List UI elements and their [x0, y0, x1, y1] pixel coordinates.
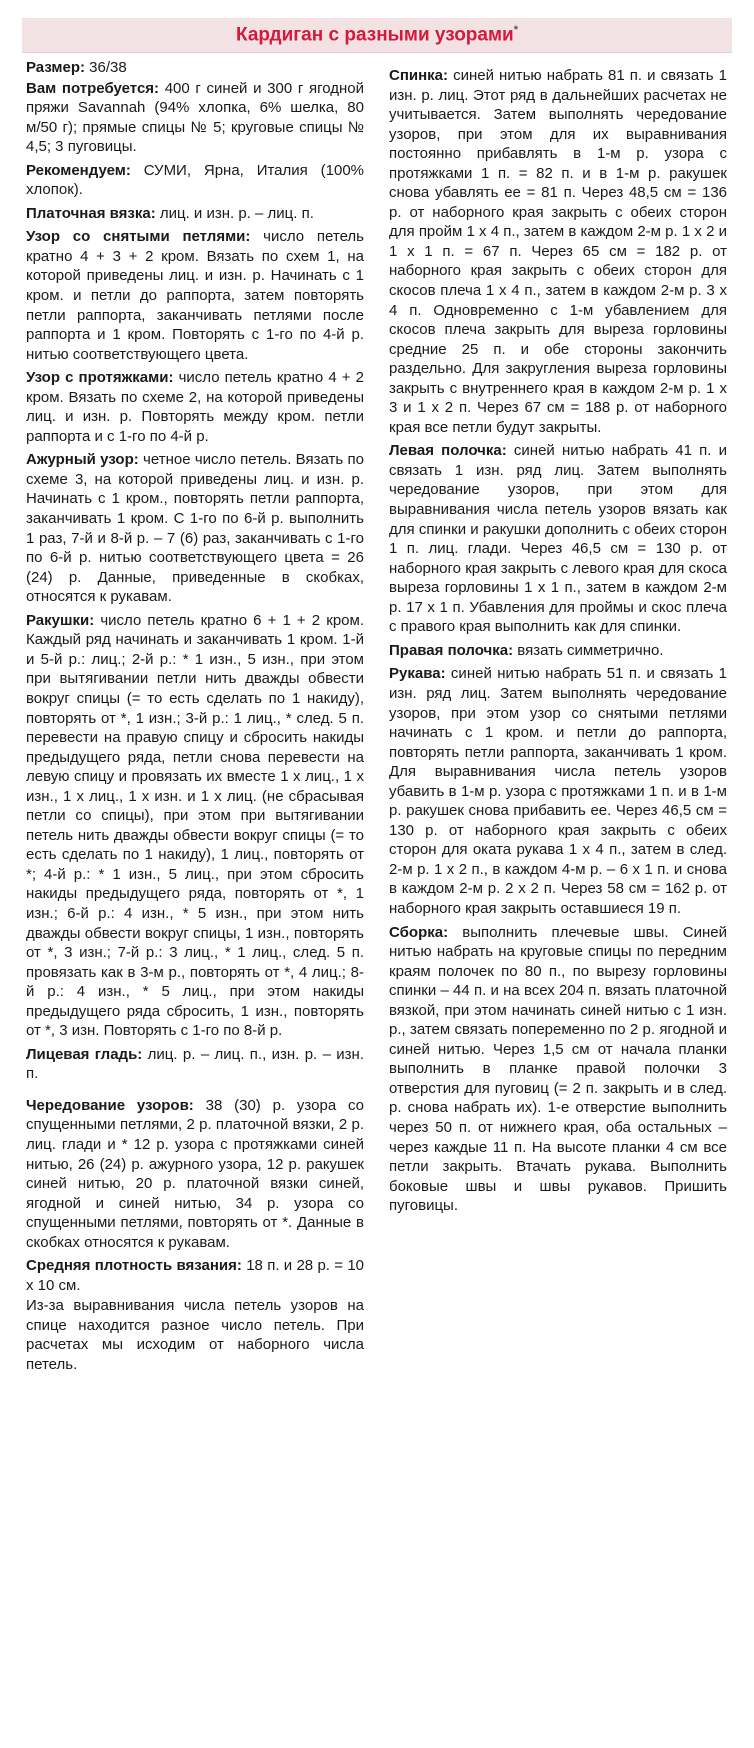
- slipped-stitch-pattern-paragraph: Узор со снятыми петлями: число петель кратно 4 + 3 + 2 кром. Вязать по схем 1, на которой приведены лиц. и изн. р. Начинать с 1 кром. и петли до раппорта, затем повторять петли раппорта, заканчивать петлями после раппорта и 1 кром. Повторять с 1-го по 4-й р. нитью соответствующего цвета.: [26, 228, 364, 363]
- page-title: Кардиган с разными узорами*: [236, 23, 518, 46]
- title-footnote-mark: *: [513, 23, 518, 36]
- right-front-paragraph: Правая полочка: вязать симметрично.: [389, 641, 664, 659]
- sleeves-paragraph: Рукава: синей нитью набрать 51 п. и связать 1 изн. ряд лиц. Затем выполнять чередование узоров, при этом узор со снятыми петлями начинать с 1 кром. и петли до раппорта, повторять петли раппорта, заканчивать 1 кром. Для выравнивания числа петель узоров убавить в 1-м р. узора с протяжками 1 п. и в 1-м р. ракушек снова прибавить ее. Через 46,5 см = 130 р. от наборного края закрыть с обеих сторон для оката рукава 1 х 4 п., затем в след. 2-м р. 1 х 2 п., в каждом 4-м р. – 6 х 1 п. и снова в каждом 2-м р. 2 х 2 п. Через 58 см = 162 р. от наборного края закрыть оставшиеся 19 п.: [389, 665, 727, 917]
- note-paragraph: Из-за выравнивания числа петель узоров на спице находится разное число петель. При расчетах мы исходим от наборного числа петель.: [26, 1297, 364, 1373]
- float-pattern-paragraph: Узор с протяжками: число петель кратно 4 + 2 кром. Вязать по схеме 2, на которой приведены лиц. и изн. р. Повторять между кром. петли раппорта и с 1-го по 4-й р.: [26, 369, 365, 445]
- materials-paragraph: Вам потребуется: 400 г синей и 300 г ягодной пряжи Savannah (94% хлопка, 6% шелка, 80 м/50 г); прямые спицы № 5; круговые спицы № 4,5; 3 пуговицы.: [26, 79, 364, 156]
- recommend-paragraph: Рекомендуем: СУМИ, Ярна, Италия (100% хлопок).: [26, 161, 364, 199]
- shells-paragraph: Ракушки: число петель кратно 6 + 1 + 2 кром. Каждый ряд начинать и заканчивать 1 кром. 1-й и 5-й р.: лиц.; 2-й р.: * 1 изн., 5 изн., при этом при вытягивании петли нить дважды обвести вокруг спицы (= то есть сделать по 1 накиду), повторять от *, 1 изн.; 3-й р.: 1 лиц., * след. 5 п. перевести на правую спицу и сбросить накиды предыдущего ряда, петли снова перевести на левую спицу и провязать их вместе 1 х лиц., 1 х изн., 1 х лиц., 1 х изн. и 1 х лиц. (не сбрасывая петли со спицы), при этом при вытягивании петель нить дважды обвести вокруг спицы (= то есть сделать по 1 накиду), 1 лиц., повторять от *; 4-й р.: * 1 изн., 5 лиц., при этом сбросить накиды предыдущего ряда, повторять от *, 1 изн.; 6-й р.: 4 изн., * 5 изн., при этом нить дважды обвести вокруг спицы, 1 изн., повторять от *, 3 изн.; 7-й р.: 3 лиц., * 1 лиц., след. 5 п. провязать как в 3-м р., повторять от *, 4 лиц.; 8-й р.: 4 изн., * 5 лиц., при этом накиды предыдущего ряда сбросить, 1 изн., повторять от *, 3 изн. Повторять с 1-го по 8-й р.: [26, 611, 364, 1040]
- back-paragraph: Спинка: синей нитью набрать 81 п. и связать 1 изн. р. лиц. Этот ряд в дальнейших расчетах не учитывается. Затем выполнять чередование узоров, при этом для их выравнивания постоянно прибавлять в 1-м р. узора с протяжками 1 п. = 82 п. и в 1-м р. ракушек снова убавлять ее = 81 п. Через 48,5 см = 136 р. от наборного края закрыть с обеих сторон для пройм 1 х 4 п., затем в каждом 2-м р. 1 х 2 и 1 х 1 п. = 67 п. Через 65 см = 182 р. от наборного края закрыть с обеих сторон для скосов плеча 1 х 4 п., затем в каждом 2-м р. 3 х 4 п. Одновременно с 1-м убавлением для скосов плеча закрыть для выреза горловины средние 25 п. и обе стороны закончить раздельно. Для закругления выреза горловины закрыть с внутреннего края в каждом 2-м р. 1 х 3 и 1 х 2 п. Через 67 см = 188 р. от наборного края все петли будут закрыты.: [389, 67, 727, 436]
- stockinette-paragraph: Лицевая гладь: лиц. р. – лиц. п., изн. р. – изн. п.: [26, 1045, 365, 1083]
- left-front-paragraph: Левая полочка: синей нитью набрать 41 п. и связать 1 изн. ряд лиц. Затем выполнять чередование узоров, при этом для выравнивания числа петель узоров вязать как для спинки и ракушки дополнить с обеих сторон 1 п. лиц. глади. Через 46,5 см = 130 р. от наборного края закрыть с левого края для скоса выреза горловины 1 х 1 п., затем в каждом 2-м р. 17 х 1 п. Убавления для проймы и скос плеча с правого края выполнить как для спинки.: [389, 442, 727, 636]
- lace-pattern-paragraph: Ажурный узор: четное число петель. Вязать по схеме 3, на которой приведены лиц. и изн. р. Начинать с 1 кром., повторять петли раппорта, заканчивать 1 кром. С 1-го по 6-й р. выполнить 1 раз, 7-й и 8-й р. – 7 (6) раз, заканчивать с 1-го по 6-й р. нитью соответствующего цвета = 26 (24) р. Данные, приведенные в скобках, относятся к рукавам.: [26, 451, 364, 606]
- title-bar: [22, 18, 732, 53]
- pattern-sequence-paragraph: Чередование узоров: 38 (30) р. узора со спущенными петлями, 2 р. платочной вязки, 2 р. лиц. глади и * 12 р. узора с протяжками синей нитью, 26 (24) р. ажурного узора, 12 р. ракушек синей нитью, 20 р. платочной вязки синей, ягодной и синей нитью, 34 р. узора со спущенными петлями, повторять от *. Данные в скобках относятся к рукавам.: [26, 1096, 364, 1251]
- garter-stitch-paragraph: Платочная вязка: лиц. и изн. р. – лиц. п.: [26, 204, 314, 222]
- gauge-paragraph: Средняя плотность вязания: 18 п. и 28 р. = 10 х 10 см.: [26, 1257, 365, 1294]
- assembly-paragraph: Сборка: выполнить плечевые швы. Синей нитью набрать на круговые спицы по передним краям полочек по 80 п., по вырезу горловины спинки – 44 п. и на всех 204 п. вязать платочной вязкой, при этом начинать синей нитью с 1 изн. р., затем связать попеременно по 2 р. ягодной и синей нитью. Через 1,5 см от начала планки выполнить в планке правой полочки 3 отверстия для пуговиц (= 2 п. закрыть и в след. р. снова набрать их). 1-е отверстие выполнить через 50 п. от нижнего края, оба остальных – через каждые 11 п. На высоте планки 4 см все петли закрыть. Втачать рукава. Выполнить боковые швы и швы рукавов. Пришить пуговицы.: [389, 923, 727, 1215]
- left-column: [26, 58, 364, 1379]
- size-paragraph: Размер: 36/38: [26, 59, 127, 76]
- right-column: [389, 66, 727, 1220]
